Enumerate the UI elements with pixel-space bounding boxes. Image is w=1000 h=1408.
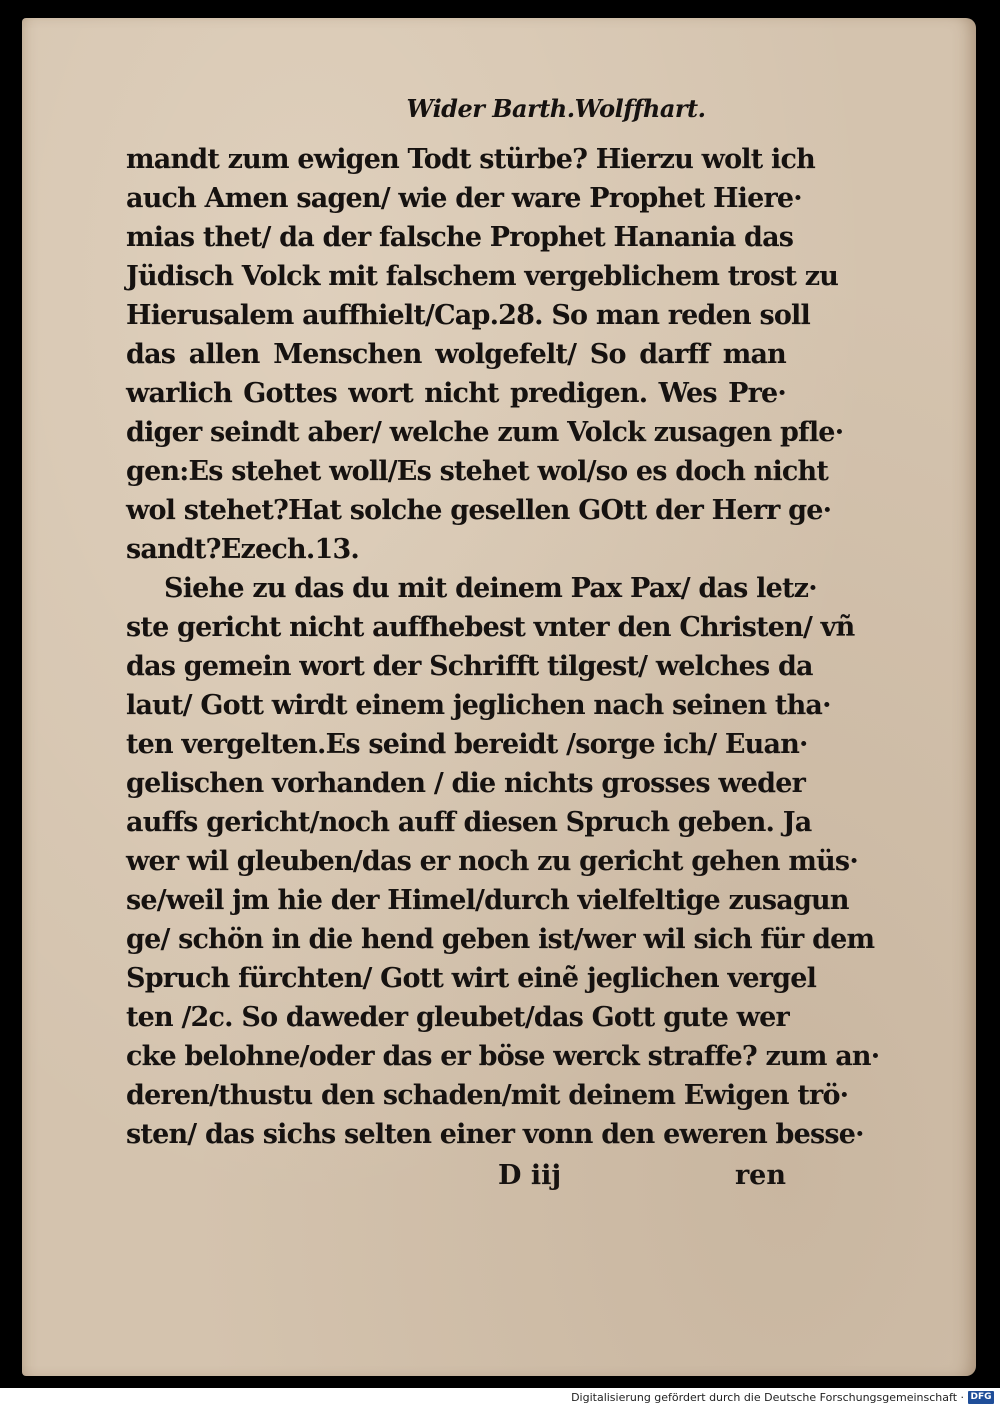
text-line: deren/thustu den schaden/mit deinem Ewigen trö· <box>126 1080 849 1111</box>
text-line: sandt?Ezech.13. <box>126 534 360 565</box>
catchword: ren <box>734 1160 786 1191</box>
footer-bar <box>0 1388 1000 1408</box>
signature-mark: D iij <box>498 1160 562 1191</box>
signature-line <box>126 1156 786 1196</box>
text-line: ste gericht nicht auffhebest vnter den Christen/ vñ <box>126 612 855 643</box>
text-line: se/weil jm hie der Himel/durch vielfeltige zusagun <box>126 885 849 916</box>
text-line: cke belohne/oder das er böse werck straffe? zum an· <box>126 1041 880 1072</box>
dfg-logo-icon: DFG <box>968 1391 994 1404</box>
text-line: das allen Menschen wolgefelt/ So darff man <box>126 339 786 370</box>
text-line: Siehe zu das du mit deinem Pax Pax/ das letz· <box>164 573 817 604</box>
running-head: Wider Barth.Wolffhart. <box>406 94 706 123</box>
text-line: ten vergelten.Es seind bereidt /sorge ich/ Euan· <box>126 729 808 760</box>
text-line: ge/ schön in die hend geben ist/wer wil sich für dem <box>126 924 875 955</box>
text-line: warlich Gottes wort nicht predigen. Wes Pre· <box>126 378 786 409</box>
text-line: sten/ das sichs selten einer vonn den eweren besse· <box>126 1119 864 1150</box>
text-line: mias thet/ da der falsche Prophet Hanania das <box>126 222 794 253</box>
text-line: gen:Es stehet woll/Es stehet wol/so es doch nicht <box>126 456 829 487</box>
text-line: wol stehet?Hat solche gesellen GOtt der Herr ge· <box>126 495 832 526</box>
book-page <box>22 18 976 1376</box>
text-line: auffs gericht/noch auff diesen Spruch geben. Ja <box>126 807 812 838</box>
text-line: Jüdisch Volck mit falschem vergeblichem trost zu <box>126 261 839 292</box>
text-line: laut/ Gott wirdt einem jeglichen nach seinen tha· <box>126 690 831 721</box>
funding-credit: Digitalisierung gefördert durch die Deutsche Forschungsgemeinschaft · <box>571 1391 964 1404</box>
text-line: gelischen vorhanden / die nichts grosses weder <box>126 768 806 799</box>
text-line: ten /2c. So daweder gleubet/das Gott gute wer <box>126 1002 789 1033</box>
text-line: Spruch fürchten/ Gott wirt einẽ jeglichen vergel <box>126 963 817 994</box>
text-line: diger seindt aber/ welche zum Volck zusagen pfle· <box>126 417 844 448</box>
text-line: Hierusalem auffhielt/Cap.28. So man reden soll <box>126 300 810 331</box>
text-line: wer wil gleuben/das er noch zu gericht gehen müs· <box>126 846 858 877</box>
text-line: mandt zum ewigen Todt stürbe? Hierzu wolt ich <box>126 144 815 175</box>
text-line: auch Amen sagen/ wie der ware Prophet Hiere· <box>126 183 802 214</box>
body-text <box>126 140 880 1154</box>
text-line: das gemein wort der Schrifft tilgest/ welches da <box>126 651 813 682</box>
